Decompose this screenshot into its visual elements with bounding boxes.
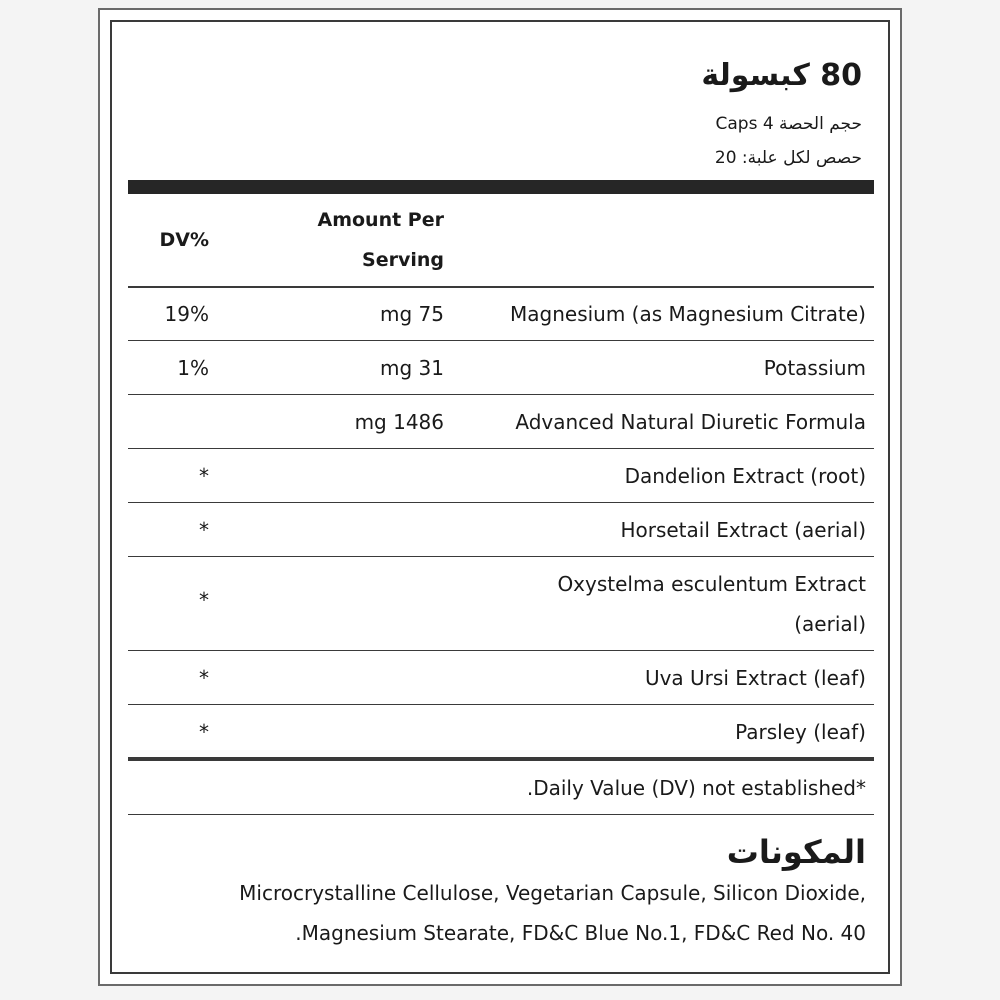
ingredient-name: Uva Ursi Extract (leaf) (644, 666, 866, 690)
dv-asterisk: * (199, 588, 209, 612)
dv-footnote: .Daily Value (DV) not established* (526, 776, 866, 800)
blend-amount: mg 1486 (354, 410, 444, 434)
dv-asterisk: * (199, 720, 209, 744)
row-divider (128, 394, 874, 395)
row-divider (128, 650, 874, 651)
serving-size: حجم الحصة 4 Caps (715, 114, 862, 134)
dv-asterisk: * (199, 518, 209, 542)
nutrient-dv: 1% (177, 356, 209, 380)
nutrient-name: Magnesium (as Magnesium Citrate) (510, 302, 866, 326)
nutrient-name: Potassium (763, 356, 866, 380)
ingredient-name-line1: Oxystelma esculentum Extract (557, 572, 866, 596)
ingredients-heading: المكونات (726, 833, 866, 871)
amount-column-header-line2: Serving (362, 249, 444, 271)
row-divider (128, 704, 874, 705)
nutrient-amount: mg 75 (380, 302, 444, 326)
amount-column-header-line1: Amount Per (317, 209, 444, 231)
nutrient-amount: mg 31 (380, 356, 444, 380)
nutrient-dv: 19% (164, 302, 209, 326)
ingredients-text-line1: Microcrystalline Cellulose, Vegetarian Capsule, Silicon Dioxide, (239, 881, 866, 905)
thick-row-divider (128, 757, 874, 761)
dv-asterisk: * (199, 666, 209, 690)
row-divider (128, 340, 874, 341)
thick-divider (128, 180, 874, 194)
blend-name: Advanced Natural Diuretic Formula (515, 410, 866, 434)
row-divider (128, 502, 874, 503)
ingredient-name: Dandelion Extract (root) (624, 464, 866, 488)
product-count-title: 80 كبسولة (701, 58, 862, 93)
ingredients-text-line2: .Magnesium Stearate, FD&C Blue No.1, FD&C Red No. 40 (295, 921, 866, 945)
row-divider (128, 448, 874, 449)
ingredient-name-line2: (aerial) (794, 612, 866, 636)
dv-column-header: DV% (159, 229, 209, 251)
footnote-divider (128, 814, 874, 815)
ingredient-name: Parsley (leaf) (735, 720, 866, 744)
row-divider (128, 286, 874, 288)
ingredient-name: Horsetail Extract (aerial) (620, 518, 866, 542)
servings-per-container: حصص لكل علبة: 20 (714, 148, 862, 168)
dv-asterisk: * (199, 464, 209, 488)
row-divider (128, 556, 874, 557)
